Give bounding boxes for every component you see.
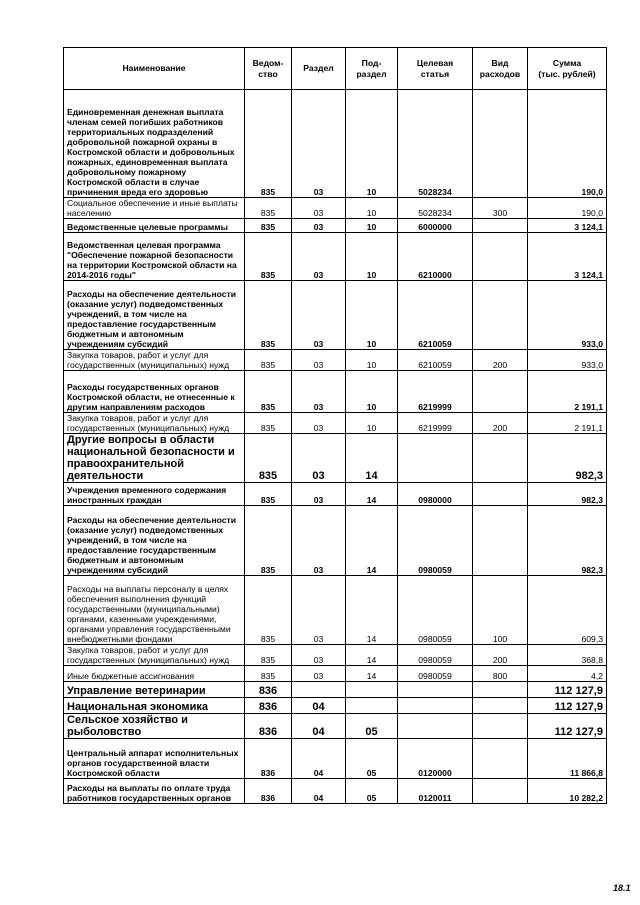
row-sum: 112 127,9 (528, 714, 607, 739)
table-row (64, 198, 607, 219)
row-name: Национальная экономика (64, 698, 245, 714)
row-sum: 3 124,1 (528, 219, 607, 233)
table-row (64, 219, 607, 233)
table-row (64, 90, 607, 198)
row-name: Расходы на выплаты по оплате труда работников государственных органов (64, 779, 245, 804)
row-type (473, 219, 528, 233)
row-dept: 835 (245, 666, 292, 682)
row-section: 04 (292, 714, 346, 739)
row-sum: 190,0 (528, 198, 607, 219)
row-name: Закупка товаров, работ и услуг для государственных (муниципальных) нужд (64, 350, 245, 371)
row-subsection: 10 (346, 233, 398, 281)
table-row (64, 739, 607, 779)
row-sum: 2 191,1 (528, 413, 607, 434)
row-sum: 190,0 (528, 90, 607, 198)
row-subsection: 14 (346, 645, 398, 666)
row-target: 6000000 (398, 219, 473, 233)
row-sum: 2 191,1 (528, 371, 607, 413)
row-dept: 835 (245, 350, 292, 371)
row-sum: 982,3 (528, 483, 607, 506)
row-subsection: 10 (346, 413, 398, 434)
row-section: 03 (292, 90, 346, 198)
row-dept: 835 (245, 576, 292, 645)
row-name: Закупка товаров, работ и услуг для государственных (муниципальных) нужд (64, 413, 245, 434)
row-name: Иные бюджетные ассигнования (64, 666, 245, 682)
row-type (473, 506, 528, 576)
row-dept: 836 (245, 779, 292, 804)
header-dept: Ведом- ство (245, 48, 292, 90)
row-sum: 112 127,9 (528, 682, 607, 698)
row-sum: 112 127,9 (528, 698, 607, 714)
row-type: 200 (473, 645, 528, 666)
row-name: Учреждения временного содержания иностранных граждан (64, 483, 245, 506)
row-target: 5028234 (398, 90, 473, 198)
row-subsection: 05 (346, 714, 398, 739)
row-section: 03 (292, 483, 346, 506)
page-number: 18.1 (613, 883, 631, 893)
row-dept: 836 (245, 739, 292, 779)
row-target: 0980059 (398, 506, 473, 576)
row-type: 200 (473, 350, 528, 371)
row-sum: 933,0 (528, 350, 607, 371)
row-sum: 609,3 (528, 576, 607, 645)
row-target (398, 698, 473, 714)
header-name: Наименование (64, 48, 245, 90)
row-target: 6210059 (398, 281, 473, 350)
row-target: 6210059 (398, 350, 473, 371)
table-header-row (64, 48, 607, 90)
row-sum: 368,8 (528, 645, 607, 666)
row-dept: 835 (245, 233, 292, 281)
row-dept: 835 (245, 371, 292, 413)
row-dept: 835 (245, 90, 292, 198)
table-row (64, 413, 607, 434)
row-section: 03 (292, 506, 346, 576)
row-target: 5028234 (398, 198, 473, 219)
table-body (64, 90, 607, 804)
header-sum: Сумма (тыс. рублей) (528, 48, 607, 90)
row-dept: 836 (245, 714, 292, 739)
row-type (473, 714, 528, 739)
row-section (292, 682, 346, 698)
row-section: 03 (292, 666, 346, 682)
row-target: 0120000 (398, 739, 473, 779)
row-name: Единовременная денежная выплата членам семей погибших работников территориальных подразделений добровольной пожарной охраны в Костромской области и добровольных пожарных, единовременная выплата добровольному пожарному Костромской области в случае причинения вреда его здоровью (64, 90, 245, 198)
row-name: Расходы государственных органов Костромской области, не отнесенные к другим направлениям расходов (64, 371, 245, 413)
row-type: 200 (473, 413, 528, 434)
row-type (473, 434, 528, 483)
row-section: 03 (292, 281, 346, 350)
table-row (64, 682, 607, 698)
row-name: Управление ветеринарии (64, 682, 245, 698)
row-subsection (346, 682, 398, 698)
row-type (473, 739, 528, 779)
row-name: Расходы на обеспечение деятельности (оказание услуг) подведомственных учреждений, в том числе на предоставление государственным бюджетным и автономным учреждениям субсидий (64, 506, 245, 576)
row-name: Другие вопросы в области национальной безопасности и правоохранительной деятельности (64, 434, 245, 483)
budget-table (63, 47, 607, 804)
row-section: 03 (292, 219, 346, 233)
row-type (473, 371, 528, 413)
row-section: 03 (292, 233, 346, 281)
row-sum: 982,3 (528, 434, 607, 483)
row-target (398, 714, 473, 739)
row-subsection: 14 (346, 434, 398, 483)
row-name: Расходы на обеспечение деятельности (оказание услуг) подведомственных учреждений, в том числе на предоставление государственным бюджетным и автономным учреждениям субсидий (64, 281, 245, 350)
row-section: 03 (292, 413, 346, 434)
row-section: 03 (292, 576, 346, 645)
row-target: 0980000 (398, 483, 473, 506)
header-type: Вид расходов (473, 48, 528, 90)
row-section: 03 (292, 434, 346, 483)
table-row (64, 281, 607, 350)
row-section: 03 (292, 645, 346, 666)
row-subsection: 05 (346, 739, 398, 779)
row-type: 300 (473, 198, 528, 219)
row-subsection: 05 (346, 779, 398, 804)
row-sum: 4,2 (528, 666, 607, 682)
row-subsection: 10 (346, 219, 398, 233)
row-sum: 10 282,2 (528, 779, 607, 804)
table-row (64, 483, 607, 506)
row-name: Социальное обеспечение и иные выплаты населению (64, 198, 245, 219)
row-dept: 835 (245, 198, 292, 219)
row-sum: 933,0 (528, 281, 607, 350)
row-section: 04 (292, 698, 346, 714)
row-type (473, 483, 528, 506)
row-target (398, 682, 473, 698)
row-sum: 3 124,1 (528, 233, 607, 281)
row-name: Закупка товаров, работ и услуг для государственных (муниципальных) нужд (64, 645, 245, 666)
table-row (64, 350, 607, 371)
table-row (64, 714, 607, 739)
row-section: 04 (292, 739, 346, 779)
table-row (64, 506, 607, 576)
row-subsection: 10 (346, 198, 398, 219)
row-type (473, 698, 528, 714)
row-sum: 982,3 (528, 506, 607, 576)
row-target: 0120011 (398, 779, 473, 804)
row-type (473, 682, 528, 698)
row-name: Ведомственная целевая программа "Обеспечение пожарной безопасности на территории Костромской области на 2014-2016 годы" (64, 233, 245, 281)
row-type: 100 (473, 576, 528, 645)
row-subsection: 10 (346, 350, 398, 371)
row-dept: 835 (245, 219, 292, 233)
row-subsection: 10 (346, 90, 398, 198)
table-row (64, 233, 607, 281)
row-name: Сельское хозяйство и рыболовство (64, 714, 245, 739)
row-section: 03 (292, 371, 346, 413)
row-sum: 11 866,8 (528, 739, 607, 779)
row-type (473, 281, 528, 350)
row-target: 6219999 (398, 413, 473, 434)
row-type (473, 90, 528, 198)
row-name: Центральный аппарат исполнительных органов государственной власти Костромской области (64, 739, 245, 779)
table-row (64, 434, 607, 483)
row-type (473, 779, 528, 804)
row-section: 04 (292, 779, 346, 804)
header-subsection: Под- раздел (346, 48, 398, 90)
row-subsection: 10 (346, 281, 398, 350)
row-type (473, 233, 528, 281)
row-dept: 836 (245, 698, 292, 714)
row-name: Ведомственные целевые программы (64, 219, 245, 233)
table-row (64, 371, 607, 413)
row-target: 6219999 (398, 371, 473, 413)
row-dept: 836 (245, 682, 292, 698)
row-target: 6210000 (398, 233, 473, 281)
row-dept: 835 (245, 506, 292, 576)
row-target (398, 434, 473, 483)
row-section: 03 (292, 198, 346, 219)
row-dept: 835 (245, 483, 292, 506)
row-subsection: 14 (346, 483, 398, 506)
table-row (64, 779, 607, 804)
row-subsection: 14 (346, 576, 398, 645)
header-target: Целевая статья (398, 48, 473, 90)
table-row (64, 698, 607, 714)
row-subsection: 10 (346, 371, 398, 413)
row-target: 0980059 (398, 666, 473, 682)
row-subsection: 14 (346, 506, 398, 576)
row-section: 03 (292, 350, 346, 371)
row-dept: 835 (245, 645, 292, 666)
row-subsection (346, 698, 398, 714)
row-dept: 835 (245, 434, 292, 483)
row-type: 800 (473, 666, 528, 682)
table-row (64, 576, 607, 645)
table-row (64, 666, 607, 682)
row-dept: 835 (245, 413, 292, 434)
table-row (64, 645, 607, 666)
row-dept: 835 (245, 281, 292, 350)
header-section: Раздел (292, 48, 346, 90)
row-target: 0980059 (398, 645, 473, 666)
row-target: 0980059 (398, 576, 473, 645)
row-subsection: 14 (346, 666, 398, 682)
row-name: Расходы на выплаты персоналу в целях обеспечения выполнения функций государственными (муниципальными) органами, казенными учреждениями, органами управления государственными внебюджетными фондами (64, 576, 245, 645)
